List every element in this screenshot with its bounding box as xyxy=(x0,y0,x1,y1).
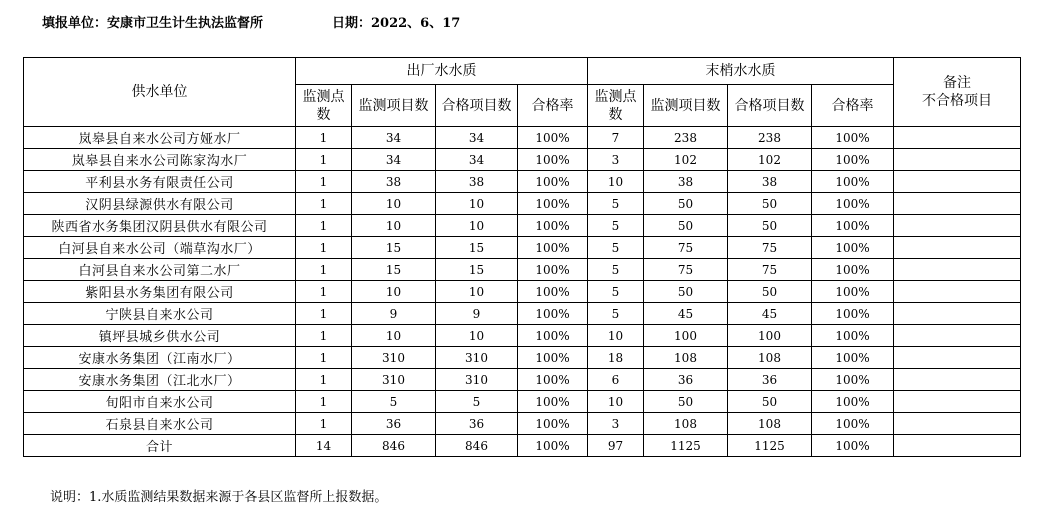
cell-factory-rate: 100% xyxy=(518,259,588,281)
cell-end-points: 3 xyxy=(588,413,644,435)
cell-remark xyxy=(894,391,1021,413)
cell-end-rate: 100% xyxy=(812,215,894,237)
cell-end-passed: 108 xyxy=(728,347,812,369)
group-header-end-water: 末梢水水质 xyxy=(588,58,894,85)
table-row xyxy=(24,347,1021,369)
table-row xyxy=(24,193,1021,215)
cell-remark xyxy=(894,171,1021,193)
cell-factory-passed: 10 xyxy=(436,325,518,347)
cell-end-passed: 102 xyxy=(728,149,812,171)
cell-unit: 旬阳市自来水公司 xyxy=(24,391,296,413)
cell-factory-passed: 34 xyxy=(436,149,518,171)
remark-label: 备注 xyxy=(943,75,971,91)
cell-factory-items: 10 xyxy=(352,215,436,237)
cell-end-items: 36 xyxy=(644,369,728,391)
cell-end-passed: 75 xyxy=(728,237,812,259)
cell-end-rate: 100% xyxy=(812,127,894,149)
cell-factory-passed: 5 xyxy=(436,391,518,413)
table-row xyxy=(24,413,1021,435)
cell-factory-items: 34 xyxy=(352,127,436,149)
reporting-unit: 填报单位：安康市卫生计生执法监督所 xyxy=(42,16,264,31)
cell-end-items: 50 xyxy=(644,193,728,215)
cell-end-points: 5 xyxy=(588,193,644,215)
cell-factory-items: 10 xyxy=(352,325,436,347)
cell-end-passed: 75 xyxy=(728,259,812,281)
table-row xyxy=(24,325,1021,347)
cell-end-rate: 100% xyxy=(812,171,894,193)
cell-factory-points: 1 xyxy=(296,281,352,303)
col-header-remark xyxy=(894,58,1021,127)
cell-factory-rate: 100% xyxy=(518,325,588,347)
cell-remark xyxy=(894,237,1021,259)
cell-end-points: 3 xyxy=(588,149,644,171)
col-header-unit: 供水单位 xyxy=(24,58,296,127)
cell-factory-rate: 100% xyxy=(518,215,588,237)
cell-end-points: 6 xyxy=(588,369,644,391)
cell-end-items: 1125 xyxy=(644,435,728,457)
cell-unit: 汉阴县绿源供水有限公司 xyxy=(24,193,296,215)
cell-factory-items: 310 xyxy=(352,347,436,369)
table-row xyxy=(24,237,1021,259)
cell-factory-items: 9 xyxy=(352,303,436,325)
cell-unit: 安康水务集团（江北水厂） xyxy=(24,369,296,391)
table-body xyxy=(24,127,1021,457)
sub-header-passed: 合格项目数 xyxy=(436,85,518,127)
cell-remark xyxy=(894,347,1021,369)
cell-unit: 镇坪县城乡供水公司 xyxy=(24,325,296,347)
table-row xyxy=(24,281,1021,303)
table-row xyxy=(24,369,1021,391)
cell-end-items: 38 xyxy=(644,171,728,193)
cell-factory-points: 1 xyxy=(296,127,352,149)
cell-factory-rate: 100% xyxy=(518,193,588,215)
cell-factory-rate: 100% xyxy=(518,369,588,391)
cell-factory-items: 34 xyxy=(352,149,436,171)
cell-end-points: 97 xyxy=(588,435,644,457)
cell-end-points: 5 xyxy=(588,303,644,325)
cell-end-items: 50 xyxy=(644,391,728,413)
cell-end-rate: 100% xyxy=(812,325,894,347)
cell-remark xyxy=(894,303,1021,325)
cell-unit: 白河县自来水公司第二水厂 xyxy=(24,259,296,281)
cell-end-items: 100 xyxy=(644,325,728,347)
failed-items-label: 不合格项目 xyxy=(922,93,992,109)
cell-factory-items: 10 xyxy=(352,281,436,303)
cell-remark xyxy=(894,325,1021,347)
cell-factory-rate: 100% xyxy=(518,149,588,171)
cell-end-points: 7 xyxy=(588,127,644,149)
cell-factory-points: 1 xyxy=(296,303,352,325)
table-row xyxy=(24,171,1021,193)
cell-end-items: 50 xyxy=(644,215,728,237)
cell-unit: 岚皋县自来水公司陈家沟水厂 xyxy=(24,149,296,171)
cell-end-points: 5 xyxy=(588,237,644,259)
cell-factory-items: 38 xyxy=(352,171,436,193)
cell-remark xyxy=(894,369,1021,391)
cell-end-items: 108 xyxy=(644,413,728,435)
cell-factory-items: 310 xyxy=(352,369,436,391)
cell-unit: 平利县水务有限责任公司 xyxy=(24,171,296,193)
cell-factory-points: 1 xyxy=(296,215,352,237)
cell-factory-rate: 100% xyxy=(518,413,588,435)
footnote: 说明：1.水质监测结果数据来源于各县区监督所上报数据。 xyxy=(50,490,388,505)
cell-end-items: 108 xyxy=(644,347,728,369)
cell-end-passed: 1125 xyxy=(728,435,812,457)
cell-end-rate: 100% xyxy=(812,413,894,435)
cell-remark xyxy=(894,435,1021,457)
cell-end-points: 5 xyxy=(588,215,644,237)
cell-factory-passed: 15 xyxy=(436,259,518,281)
table-row xyxy=(24,149,1021,171)
cell-factory-items: 15 xyxy=(352,259,436,281)
water-quality-table xyxy=(23,57,1021,457)
cell-factory-passed: 36 xyxy=(436,413,518,435)
cell-unit: 安康水务集团（江南水厂） xyxy=(24,347,296,369)
cell-remark xyxy=(894,149,1021,171)
cell-end-passed: 108 xyxy=(728,413,812,435)
cell-end-rate: 100% xyxy=(812,281,894,303)
cell-factory-points: 1 xyxy=(296,325,352,347)
cell-factory-items: 36 xyxy=(352,413,436,435)
sub-header-items: 监测项目数 xyxy=(644,85,728,127)
cell-end-passed: 38 xyxy=(728,171,812,193)
cell-end-points: 10 xyxy=(588,325,644,347)
cell-unit: 岚皋县自来水公司方娅水厂 xyxy=(24,127,296,149)
cell-end-rate: 100% xyxy=(812,391,894,413)
table-row xyxy=(24,391,1021,413)
cell-end-passed: 50 xyxy=(728,281,812,303)
cell-end-items: 45 xyxy=(644,303,728,325)
cell-unit: 宁陕县自来水公司 xyxy=(24,303,296,325)
cell-unit: 白河县自来水公司（端草沟水厂） xyxy=(24,237,296,259)
cell-factory-passed: 10 xyxy=(436,281,518,303)
sub-header-items: 监测项目数 xyxy=(352,85,436,127)
table-row xyxy=(24,303,1021,325)
cell-factory-rate: 100% xyxy=(518,127,588,149)
cell-factory-points: 1 xyxy=(296,149,352,171)
cell-end-passed: 238 xyxy=(728,127,812,149)
cell-unit: 陕西省水务集团汉阴县供水有限公司 xyxy=(24,215,296,237)
cell-factory-points: 1 xyxy=(296,193,352,215)
cell-factory-passed: 38 xyxy=(436,171,518,193)
group-header-factory-water: 出厂水水质 xyxy=(296,58,588,85)
cell-factory-passed: 15 xyxy=(436,237,518,259)
cell-factory-points: 1 xyxy=(296,237,352,259)
cell-factory-points: 1 xyxy=(296,347,352,369)
cell-factory-items: 15 xyxy=(352,237,436,259)
cell-end-points: 10 xyxy=(588,391,644,413)
cell-end-items: 238 xyxy=(644,127,728,149)
cell-remark xyxy=(894,215,1021,237)
cell-end-points: 18 xyxy=(588,347,644,369)
cell-factory-points: 1 xyxy=(296,391,352,413)
cell-end-passed: 50 xyxy=(728,193,812,215)
cell-end-points: 10 xyxy=(588,171,644,193)
cell-factory-passed: 34 xyxy=(436,127,518,149)
cell-remark xyxy=(894,193,1021,215)
cell-end-passed: 50 xyxy=(728,391,812,413)
sub-header-points: 监测点数 xyxy=(588,85,644,127)
cell-end-rate: 100% xyxy=(812,369,894,391)
cell-unit: 合计 xyxy=(24,435,296,457)
cell-factory-points: 14 xyxy=(296,435,352,457)
cell-remark xyxy=(894,413,1021,435)
cell-end-rate: 100% xyxy=(812,193,894,215)
cell-factory-rate: 100% xyxy=(518,281,588,303)
cell-end-passed: 100 xyxy=(728,325,812,347)
cell-remark xyxy=(894,127,1021,149)
table-row xyxy=(24,259,1021,281)
cell-factory-points: 1 xyxy=(296,369,352,391)
table-row xyxy=(24,127,1021,149)
sub-header-rate: 合格率 xyxy=(812,85,894,127)
cell-factory-passed: 310 xyxy=(436,369,518,391)
cell-end-rate: 100% xyxy=(812,237,894,259)
cell-factory-items: 846 xyxy=(352,435,436,457)
cell-end-passed: 45 xyxy=(728,303,812,325)
cell-factory-passed: 310 xyxy=(436,347,518,369)
cell-factory-rate: 100% xyxy=(518,347,588,369)
cell-factory-rate: 100% xyxy=(518,435,588,457)
cell-unit: 石泉县自来水公司 xyxy=(24,413,296,435)
cell-factory-rate: 100% xyxy=(518,303,588,325)
cell-end-rate: 100% xyxy=(812,435,894,457)
cell-factory-points: 1 xyxy=(296,259,352,281)
cell-end-items: 50 xyxy=(644,281,728,303)
cell-factory-points: 1 xyxy=(296,413,352,435)
total-row xyxy=(24,435,1021,457)
cell-end-passed: 36 xyxy=(728,369,812,391)
cell-end-rate: 100% xyxy=(812,303,894,325)
cell-factory-rate: 100% xyxy=(518,237,588,259)
cell-factory-passed: 10 xyxy=(436,193,518,215)
cell-factory-passed: 9 xyxy=(436,303,518,325)
cell-remark xyxy=(894,259,1021,281)
cell-factory-items: 10 xyxy=(352,193,436,215)
sub-header-rate: 合格率 xyxy=(518,85,588,127)
cell-end-items: 75 xyxy=(644,259,728,281)
cell-factory-rate: 100% xyxy=(518,391,588,413)
cell-unit: 紫阳县水务集团有限公司 xyxy=(24,281,296,303)
sub-header-points: 监测点数 xyxy=(296,85,352,127)
table-row xyxy=(24,215,1021,237)
cell-end-rate: 100% xyxy=(812,347,894,369)
cell-factory-points: 1 xyxy=(296,171,352,193)
report-header xyxy=(42,12,461,34)
sub-header-passed: 合格项目数 xyxy=(728,85,812,127)
report-date: 日期：2022、6、17 xyxy=(332,16,461,31)
cell-remark xyxy=(894,281,1021,303)
cell-end-passed: 50 xyxy=(728,215,812,237)
cell-factory-items: 5 xyxy=(352,391,436,413)
cell-end-rate: 100% xyxy=(812,259,894,281)
cell-end-items: 102 xyxy=(644,149,728,171)
cell-end-points: 5 xyxy=(588,259,644,281)
cell-end-rate: 100% xyxy=(812,149,894,171)
cell-factory-passed: 846 xyxy=(436,435,518,457)
cell-factory-passed: 10 xyxy=(436,215,518,237)
cell-end-items: 75 xyxy=(644,237,728,259)
cell-end-points: 5 xyxy=(588,281,644,303)
cell-factory-rate: 100% xyxy=(518,171,588,193)
